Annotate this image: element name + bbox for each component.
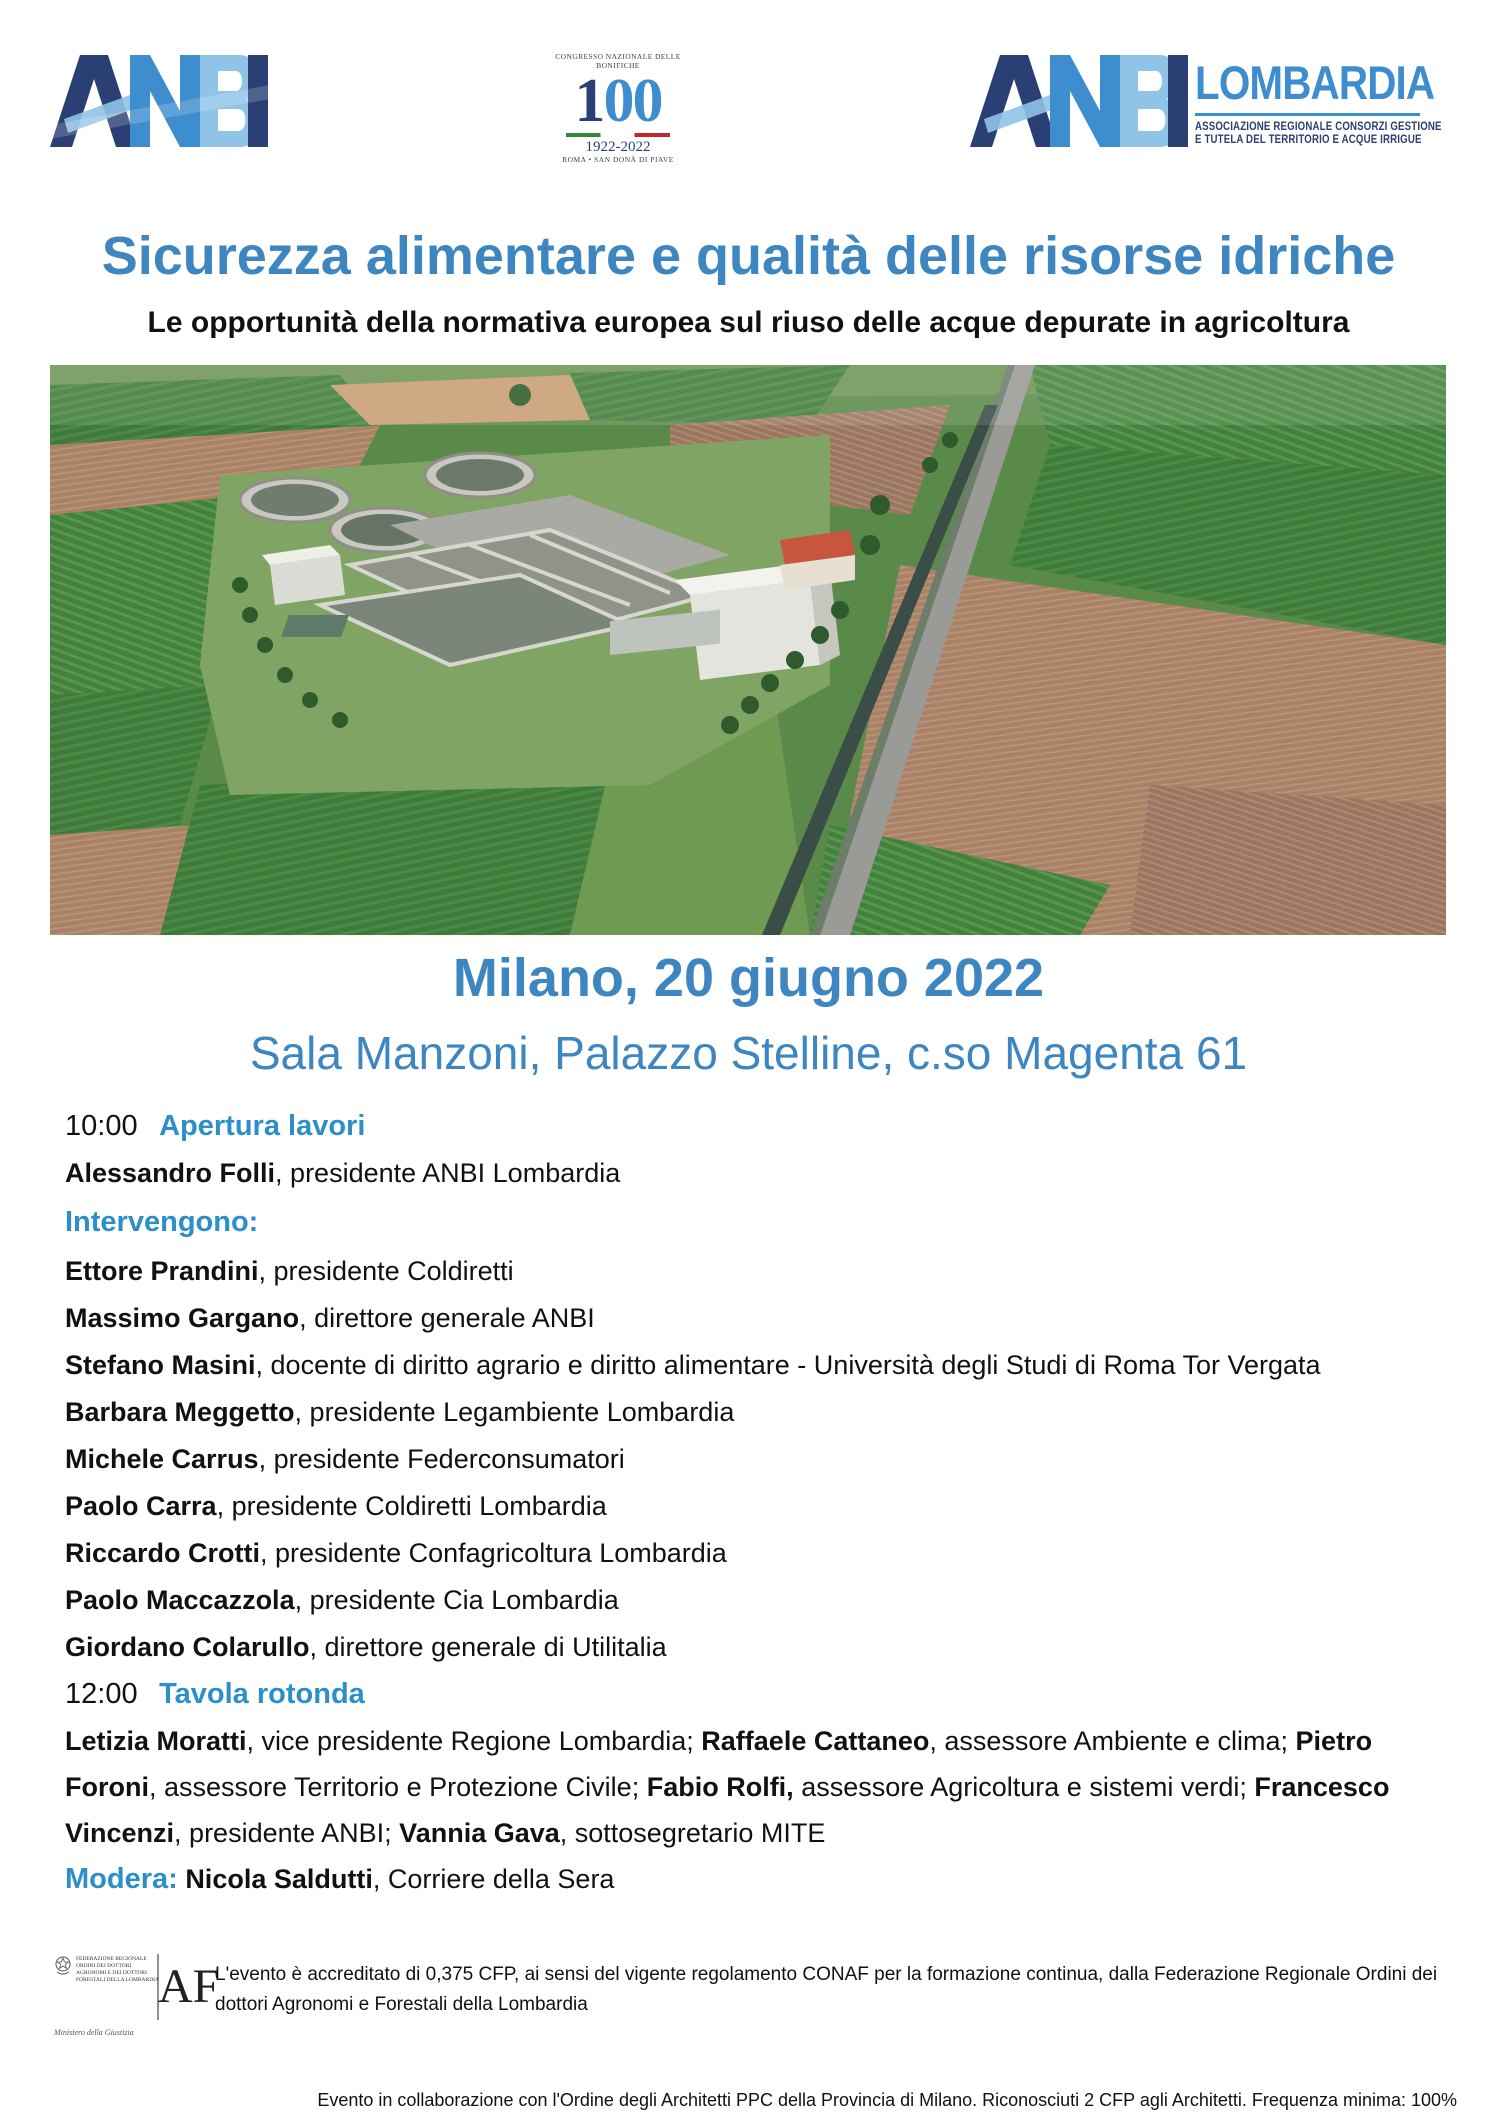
centenary-years: 1922-2022 bbox=[585, 139, 651, 155]
centenary-logo bbox=[548, 52, 688, 164]
speaker-item bbox=[65, 1342, 1465, 1389]
speaker-item bbox=[65, 1389, 1465, 1436]
speaker-role: , docente di diritto agrario e diritto alimentare - Università degli Studi di Roma Tor Vergata bbox=[255, 1350, 1321, 1380]
speaker-name: Riccardo Crotti bbox=[65, 1538, 261, 1568]
speaker-name: Alessandro Folli bbox=[65, 1158, 276, 1188]
speaker-role: , direttore generale di Utilitalia bbox=[309, 1632, 667, 1662]
roundtable-time: 12:00 bbox=[65, 1678, 138, 1710]
moderator-row bbox=[65, 1856, 1465, 1903]
speakers-heading: Intervengono: bbox=[65, 1206, 259, 1238]
ministry-signature: Ministero della Giustizia bbox=[54, 2028, 134, 2037]
speaker-name: Ettore Prandini bbox=[65, 1256, 259, 1286]
moderator-label: Modera: bbox=[65, 1863, 178, 1895]
moderator-name: Nicola Saldutti bbox=[185, 1864, 373, 1894]
participant-name: Francesco Vincenzi bbox=[65, 1772, 1390, 1848]
participant-name: Letizia Moratti bbox=[65, 1726, 247, 1756]
speaker-role: , presidente Confagricoltura Lombardia bbox=[260, 1538, 727, 1568]
participant-role: , sottosegretario MITE bbox=[559, 1818, 826, 1848]
speaker-role: , presidente Cia Lombardia bbox=[294, 1585, 619, 1615]
opening-label: Apertura lavori bbox=[159, 1110, 366, 1142]
event-title: Sicurezza alimentare e qualità delle risorse idriche bbox=[101, 226, 1396, 286]
participant-name: Vannia Gava bbox=[399, 1818, 560, 1848]
collaboration-note: Evento in collaborazione con l'Ordine degli Architetti PPC della Provincia di Milano. Riconosciuti 2 CFP agli Architetti. Frequenza minima: 100% bbox=[317, 2090, 1457, 2110]
speaker-name: Michele Carrus bbox=[65, 1444, 259, 1474]
accreditation-note: L'evento è accreditato di 0,375 CFP, ai sensi del vigente regolamento CONAF per la formazione continua, dalla Federazione Regionale Ordini dei dottori Agronomi e Forestali della Lombardia bbox=[215, 1964, 1438, 2015]
anbi-logo-mark bbox=[50, 55, 270, 150]
roundtable-participants bbox=[65, 1718, 1465, 1856]
participant-role: , assessore Territorio e Protezione Civile; bbox=[148, 1772, 647, 1802]
lombardia-tagline-1: ASSOCIAZIONE REGIONALE CONSORZI GESTIONE bbox=[1195, 121, 1442, 133]
lombardia-tagline-2: E TUTELA DEL TERRITORIO E ACQUE IRRIGUE bbox=[1195, 134, 1422, 146]
speaker-item bbox=[65, 1577, 1465, 1624]
centenary-place: ROMA • SAN DONÀ DI PIAVE bbox=[562, 155, 674, 164]
participant-role: assessore Agricoltura e sistemi verdi; bbox=[793, 1772, 1255, 1802]
aerial-photo-illustration bbox=[50, 365, 1446, 935]
speaker-item bbox=[65, 1295, 1465, 1342]
speaker-role: , presidente ANBI Lombardia bbox=[275, 1158, 621, 1188]
event-date: Milano, 20 giugno 2022 bbox=[452, 948, 1045, 1008]
af-logo-text: AF bbox=[158, 1960, 220, 2013]
af-logo bbox=[156, 1952, 220, 2022]
republic-emblem-icon bbox=[54, 1954, 72, 1976]
speaker-role: , direttore generale ANBI bbox=[299, 1303, 595, 1333]
speaker-name: Massimo Gargano bbox=[65, 1303, 300, 1333]
anbi-logo bbox=[50, 55, 270, 150]
lombardia-wordmark: LOMBARDIA bbox=[1195, 56, 1435, 109]
speaker-item bbox=[65, 1483, 1465, 1530]
centenary-caption: CONGRESSO NAZIONALE DELLE BONIFICHE bbox=[555, 52, 681, 70]
speaker-name: Stefano Masini bbox=[65, 1350, 256, 1380]
participant-role: , vice presidente Regione Lombardia; bbox=[246, 1726, 702, 1756]
speaker-name: Paolo Maccazzola bbox=[65, 1585, 295, 1615]
lombardia-rule bbox=[1195, 113, 1420, 116]
event-subtitle: Le opportunità della normativa europea sul riuso delle acque depurate in agricoltura bbox=[147, 306, 1350, 339]
speaker-role: , presidente Legambiente Lombardia bbox=[294, 1397, 735, 1427]
speaker-item bbox=[65, 1248, 1465, 1295]
event-venue: Sala Manzoni, Palazzo Stelline, c.so Magenta 61 bbox=[249, 1027, 1248, 1079]
speaker-item bbox=[65, 1530, 1465, 1577]
speaker-role: , presidente Coldiretti bbox=[258, 1256, 514, 1286]
opening-row bbox=[65, 1103, 1465, 1150]
opening-time: 10:00 bbox=[65, 1110, 138, 1142]
anbi-lombardia-logo bbox=[970, 55, 1450, 155]
speaker-role: , presidente Coldiretti Lombardia bbox=[216, 1491, 607, 1521]
participant-role: , assessore Ambiente e clima; bbox=[929, 1726, 1296, 1756]
speaker-role: , presidente Federconsumatori bbox=[258, 1444, 625, 1474]
ordine-agronomi-text: FEDERAZIONE REGIONALE ORDINI DEI DOTTORI AGRONOMI E DEI DOTTORI FORESTALI DELLA LOMBARDIA bbox=[76, 1956, 159, 1983]
speaker-name: Paolo Carra bbox=[65, 1491, 217, 1521]
moderator-role: , Corriere della Sera bbox=[372, 1864, 615, 1894]
agronomi-logos bbox=[52, 1952, 220, 2052]
program bbox=[65, 1103, 1465, 1903]
centenary-number: 100 bbox=[574, 67, 662, 135]
participant-role: , presidente ANBI; bbox=[174, 1818, 400, 1848]
speaker-name: Barbara Meggetto bbox=[65, 1397, 295, 1427]
participant-name: Pietro Foroni bbox=[65, 1726, 1373, 1802]
speaker-name: Giordano Colarullo bbox=[65, 1632, 310, 1662]
roundtable-row bbox=[65, 1671, 1465, 1718]
anbi-lombardia-logo-mark bbox=[970, 55, 1190, 150]
roundtable-label: Tavola rotonda bbox=[159, 1678, 365, 1710]
participant-name: Fabio Rolfi, bbox=[646, 1772, 794, 1802]
speaker-item bbox=[65, 1624, 1465, 1671]
participant-name: Raffaele Cattaneo bbox=[701, 1726, 930, 1756]
opening-speaker bbox=[65, 1150, 1465, 1197]
speaker-item bbox=[65, 1436, 1465, 1483]
aerial-photo-water-treatment-plant bbox=[50, 365, 1446, 935]
